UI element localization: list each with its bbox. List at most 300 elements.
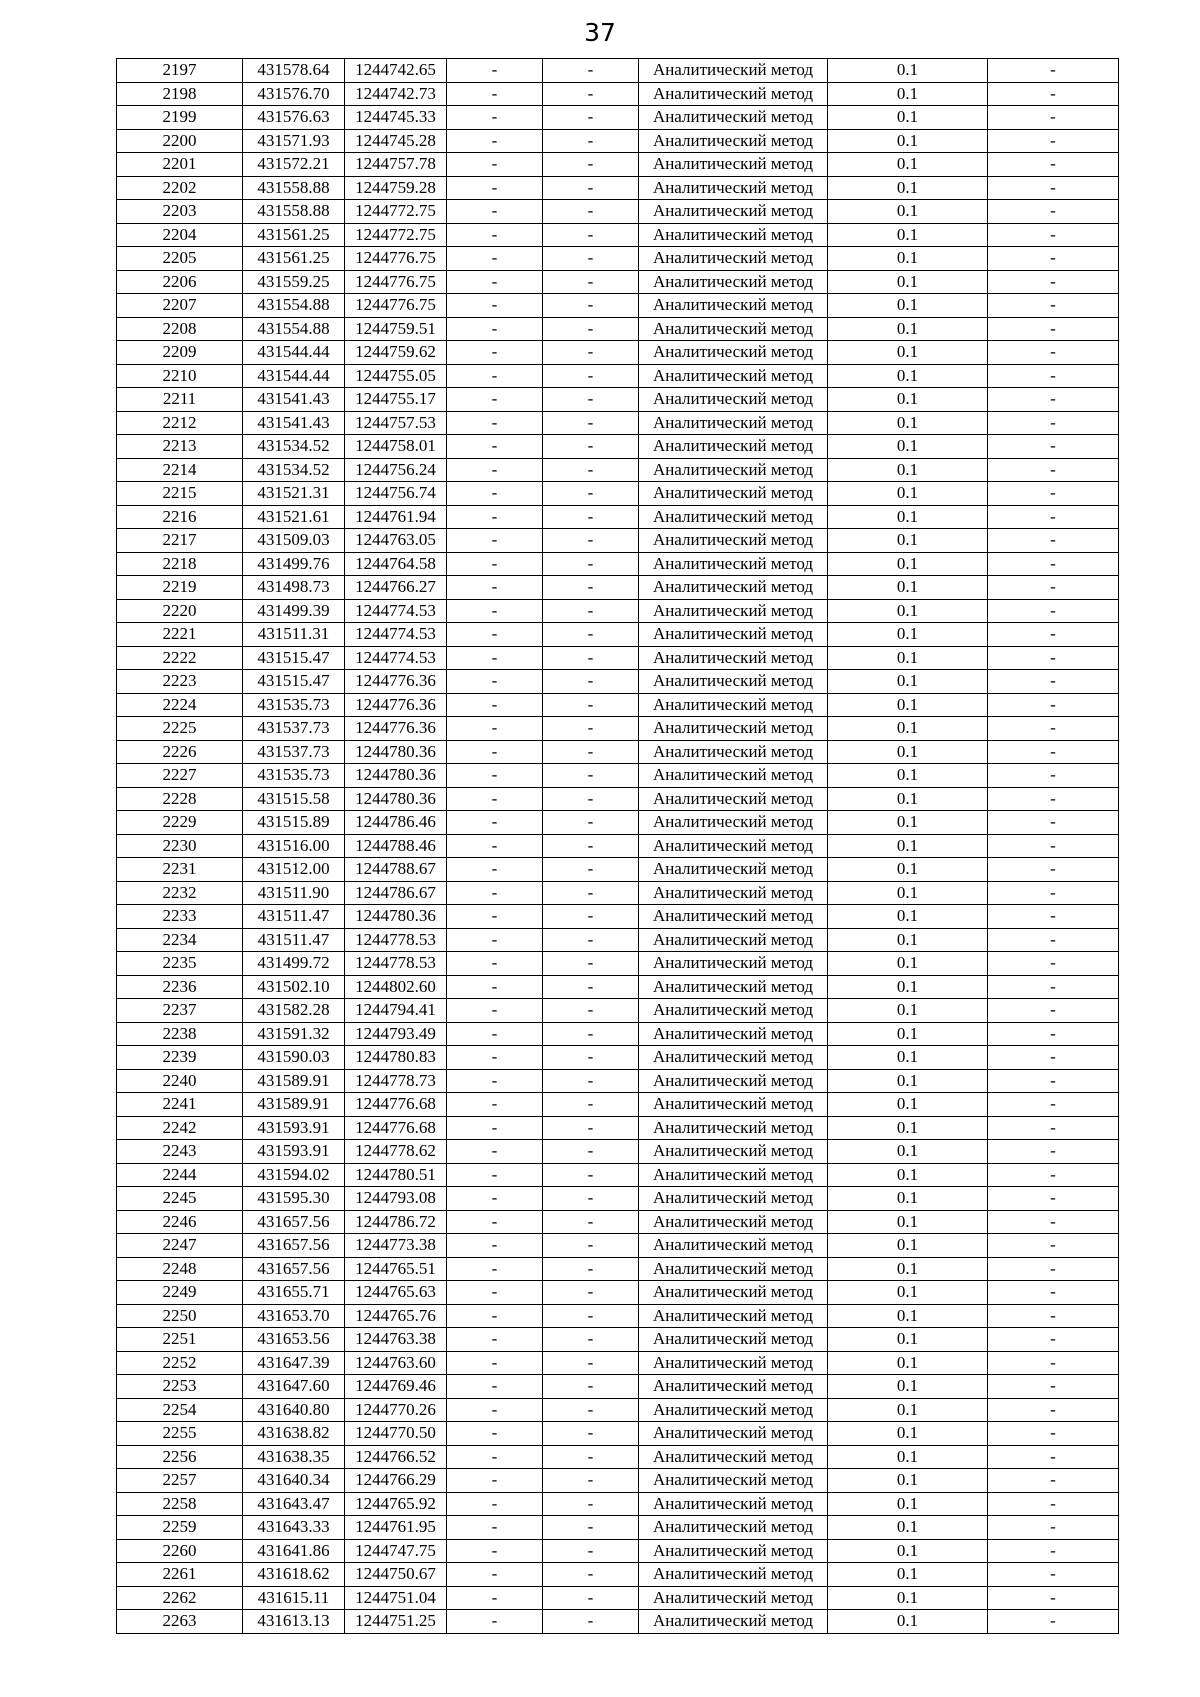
accuracy-cell: 0.1 xyxy=(828,975,988,999)
point-number-cell: 2205 xyxy=(117,247,243,271)
point-number-cell: 2248 xyxy=(117,1257,243,1281)
table-row xyxy=(117,623,1119,647)
old-coord-y-cell: - xyxy=(543,811,639,835)
point-number-cell: 2237 xyxy=(117,999,243,1023)
description-cell: - xyxy=(988,1022,1119,1046)
accuracy-cell: 0.1 xyxy=(828,764,988,788)
method-cell: Аналитический метод xyxy=(639,1469,828,1493)
method-cell: Аналитический метод xyxy=(639,1116,828,1140)
method-cell: Аналитический метод xyxy=(639,1422,828,1446)
coord-x-cell: 431643.33 xyxy=(243,1516,345,1540)
point-number-cell: 2229 xyxy=(117,811,243,835)
table-row xyxy=(117,975,1119,999)
point-number-cell: 2251 xyxy=(117,1328,243,1352)
table-row xyxy=(117,1539,1119,1563)
coord-y-cell: 1244756.74 xyxy=(345,482,447,506)
method-cell: Аналитический метод xyxy=(639,576,828,600)
accuracy-cell: 0.1 xyxy=(828,623,988,647)
description-cell: - xyxy=(988,1210,1119,1234)
coord-x-cell: 431511.47 xyxy=(243,928,345,952)
point-number-cell: 2239 xyxy=(117,1046,243,1070)
accuracy-cell: 0.1 xyxy=(828,82,988,106)
point-number-cell: 2220 xyxy=(117,599,243,623)
point-number-cell: 2204 xyxy=(117,223,243,247)
table-row xyxy=(117,388,1119,412)
coord-y-cell: 1244780.51 xyxy=(345,1163,447,1187)
coord-y-cell: 1244778.62 xyxy=(345,1140,447,1164)
old-coord-y-cell: - xyxy=(543,435,639,459)
coord-x-cell: 431561.25 xyxy=(243,247,345,271)
coord-x-cell: 431653.56 xyxy=(243,1328,345,1352)
coord-y-cell: 1244759.51 xyxy=(345,317,447,341)
old-coord-y-cell: - xyxy=(543,1539,639,1563)
old-coord-y-cell: - xyxy=(543,106,639,130)
table-row xyxy=(117,1234,1119,1258)
old-coord-x-cell: - xyxy=(447,693,543,717)
description-cell: - xyxy=(988,1539,1119,1563)
coord-y-cell: 1244776.68 xyxy=(345,1093,447,1117)
old-coord-y-cell: - xyxy=(543,1516,639,1540)
table-row xyxy=(117,1046,1119,1070)
old-coord-x-cell: - xyxy=(447,811,543,835)
accuracy-cell: 0.1 xyxy=(828,1328,988,1352)
method-cell: Аналитический метод xyxy=(639,1257,828,1281)
old-coord-y-cell: - xyxy=(543,928,639,952)
coord-y-cell: 1244776.36 xyxy=(345,717,447,741)
description-cell: - xyxy=(988,646,1119,670)
old-coord-y-cell: - xyxy=(543,834,639,858)
table-row xyxy=(117,1516,1119,1540)
old-coord-x-cell: - xyxy=(447,787,543,811)
description-cell: - xyxy=(988,458,1119,482)
point-number-cell: 2254 xyxy=(117,1398,243,1422)
coord-x-cell: 431647.39 xyxy=(243,1351,345,1375)
point-number-cell: 2234 xyxy=(117,928,243,952)
coord-x-cell: 431571.93 xyxy=(243,129,345,153)
accuracy-cell: 0.1 xyxy=(828,482,988,506)
coord-y-cell: 1244776.75 xyxy=(345,247,447,271)
old-coord-x-cell: - xyxy=(447,1492,543,1516)
point-number-cell: 2231 xyxy=(117,858,243,882)
old-coord-y-cell: - xyxy=(543,388,639,412)
description-cell: - xyxy=(988,1422,1119,1446)
coord-x-cell: 431515.47 xyxy=(243,670,345,694)
point-number-cell: 2233 xyxy=(117,905,243,929)
coord-x-cell: 431499.76 xyxy=(243,552,345,576)
old-coord-x-cell: - xyxy=(447,576,543,600)
method-cell: Аналитический метод xyxy=(639,1492,828,1516)
method-cell: Аналитический метод xyxy=(639,1234,828,1258)
coord-x-cell: 431657.56 xyxy=(243,1210,345,1234)
accuracy-cell: 0.1 xyxy=(828,1422,988,1446)
old-coord-x-cell: - xyxy=(447,646,543,670)
old-coord-x-cell: - xyxy=(447,670,543,694)
method-cell: Аналитический метод xyxy=(639,599,828,623)
table-row xyxy=(117,294,1119,318)
table-row xyxy=(117,247,1119,271)
point-number-cell: 2228 xyxy=(117,787,243,811)
method-cell: Аналитический метод xyxy=(639,223,828,247)
table-row xyxy=(117,364,1119,388)
table-row xyxy=(117,999,1119,1023)
old-coord-y-cell: - xyxy=(543,1116,639,1140)
old-coord-x-cell: - xyxy=(447,176,543,200)
point-number-cell: 2257 xyxy=(117,1469,243,1493)
coord-y-cell: 1244793.49 xyxy=(345,1022,447,1046)
coord-x-cell: 431554.88 xyxy=(243,317,345,341)
coord-x-cell: 431541.43 xyxy=(243,388,345,412)
accuracy-cell: 0.1 xyxy=(828,740,988,764)
coord-y-cell: 1244764.58 xyxy=(345,552,447,576)
description-cell: - xyxy=(988,341,1119,365)
old-coord-y-cell: - xyxy=(543,1375,639,1399)
old-coord-y-cell: - xyxy=(543,1445,639,1469)
coord-y-cell: 1244758.01 xyxy=(345,435,447,459)
coord-x-cell: 431641.86 xyxy=(243,1539,345,1563)
old-coord-x-cell: - xyxy=(447,1093,543,1117)
old-coord-y-cell: - xyxy=(543,341,639,365)
old-coord-x-cell: - xyxy=(447,599,543,623)
coord-x-cell: 431558.88 xyxy=(243,200,345,224)
accuracy-cell: 0.1 xyxy=(828,270,988,294)
description-cell: - xyxy=(988,1328,1119,1352)
point-number-cell: 2260 xyxy=(117,1539,243,1563)
coord-y-cell: 1244780.36 xyxy=(345,740,447,764)
coord-y-cell: 1244780.36 xyxy=(345,787,447,811)
coord-x-cell: 431655.71 xyxy=(243,1281,345,1305)
description-cell: - xyxy=(988,200,1119,224)
method-cell: Аналитический метод xyxy=(639,928,828,952)
method-cell: Аналитический метод xyxy=(639,247,828,271)
table-row xyxy=(117,1610,1119,1634)
method-cell: Аналитический метод xyxy=(639,82,828,106)
old-coord-x-cell: - xyxy=(447,529,543,553)
accuracy-cell: 0.1 xyxy=(828,717,988,741)
point-number-cell: 2246 xyxy=(117,1210,243,1234)
coord-x-cell: 431515.89 xyxy=(243,811,345,835)
old-coord-x-cell: - xyxy=(447,388,543,412)
accuracy-cell: 0.1 xyxy=(828,1187,988,1211)
method-cell: Аналитический метод xyxy=(639,317,828,341)
table-row xyxy=(117,482,1119,506)
coord-y-cell: 1244780.36 xyxy=(345,905,447,929)
table-row xyxy=(117,1163,1119,1187)
accuracy-cell: 0.1 xyxy=(828,294,988,318)
method-cell: Аналитический метод xyxy=(639,787,828,811)
accuracy-cell: 0.1 xyxy=(828,529,988,553)
point-number-cell: 2249 xyxy=(117,1281,243,1305)
old-coord-x-cell: - xyxy=(447,458,543,482)
old-coord-y-cell: - xyxy=(543,1422,639,1446)
coord-y-cell: 1244761.94 xyxy=(345,505,447,529)
accuracy-cell: 0.1 xyxy=(828,1304,988,1328)
point-number-cell: 2197 xyxy=(117,59,243,83)
table-row xyxy=(117,505,1119,529)
method-cell: Аналитический метод xyxy=(639,388,828,412)
method-cell: Аналитический метод xyxy=(639,952,828,976)
old-coord-x-cell: - xyxy=(447,1516,543,1540)
accuracy-cell: 0.1 xyxy=(828,834,988,858)
method-cell: Аналитический метод xyxy=(639,670,828,694)
method-cell: Аналитический метод xyxy=(639,858,828,882)
coord-x-cell: 431593.91 xyxy=(243,1116,345,1140)
coord-y-cell: 1244778.53 xyxy=(345,952,447,976)
method-cell: Аналитический метод xyxy=(639,623,828,647)
coord-x-cell: 431647.60 xyxy=(243,1375,345,1399)
old-coord-y-cell: - xyxy=(543,317,639,341)
method-cell: Аналитический метод xyxy=(639,294,828,318)
old-coord-x-cell: - xyxy=(447,952,543,976)
description-cell: - xyxy=(988,928,1119,952)
description-cell: - xyxy=(988,106,1119,130)
old-coord-x-cell: - xyxy=(447,552,543,576)
method-cell: Аналитический метод xyxy=(639,106,828,130)
description-cell: - xyxy=(988,1046,1119,1070)
accuracy-cell: 0.1 xyxy=(828,881,988,905)
description-cell: - xyxy=(988,505,1119,529)
accuracy-cell: 0.1 xyxy=(828,505,988,529)
accuracy-cell: 0.1 xyxy=(828,1257,988,1281)
old-coord-x-cell: - xyxy=(447,247,543,271)
old-coord-x-cell: - xyxy=(447,999,543,1023)
coord-y-cell: 1244780.83 xyxy=(345,1046,447,1070)
coord-y-cell: 1244751.25 xyxy=(345,1610,447,1634)
table-row xyxy=(117,928,1119,952)
accuracy-cell: 0.1 xyxy=(828,1563,988,1587)
accuracy-cell: 0.1 xyxy=(828,435,988,459)
description-cell: - xyxy=(988,482,1119,506)
accuracy-cell: 0.1 xyxy=(828,1046,988,1070)
table-row xyxy=(117,952,1119,976)
accuracy-cell: 0.1 xyxy=(828,1351,988,1375)
point-number-cell: 2262 xyxy=(117,1586,243,1610)
point-number-cell: 2222 xyxy=(117,646,243,670)
old-coord-y-cell: - xyxy=(543,482,639,506)
description-cell: - xyxy=(988,1586,1119,1610)
old-coord-x-cell: - xyxy=(447,82,543,106)
description-cell: - xyxy=(988,975,1119,999)
old-coord-x-cell: - xyxy=(447,364,543,388)
coord-x-cell: 431638.35 xyxy=(243,1445,345,1469)
coord-y-cell: 1244757.78 xyxy=(345,153,447,177)
point-number-cell: 2252 xyxy=(117,1351,243,1375)
method-cell: Аналитический метод xyxy=(639,1351,828,1375)
coord-x-cell: 431595.30 xyxy=(243,1187,345,1211)
method-cell: Аналитический метод xyxy=(639,834,828,858)
old-coord-x-cell: - xyxy=(447,1563,543,1587)
old-coord-x-cell: - xyxy=(447,1281,543,1305)
description-cell: - xyxy=(988,388,1119,412)
coord-y-cell: 1244755.17 xyxy=(345,388,447,412)
point-number-cell: 2208 xyxy=(117,317,243,341)
old-coord-x-cell: - xyxy=(447,1469,543,1493)
old-coord-x-cell: - xyxy=(447,106,543,130)
coord-y-cell: 1244766.27 xyxy=(345,576,447,600)
accuracy-cell: 0.1 xyxy=(828,317,988,341)
old-coord-y-cell: - xyxy=(543,905,639,929)
point-number-cell: 2217 xyxy=(117,529,243,553)
point-number-cell: 2230 xyxy=(117,834,243,858)
method-cell: Аналитический метод xyxy=(639,999,828,1023)
old-coord-x-cell: - xyxy=(447,1257,543,1281)
description-cell: - xyxy=(988,787,1119,811)
method-cell: Аналитический метод xyxy=(639,881,828,905)
coord-x-cell: 431515.58 xyxy=(243,787,345,811)
old-coord-y-cell: - xyxy=(543,505,639,529)
coordinates-table xyxy=(116,58,1119,1634)
coord-y-cell: 1244755.05 xyxy=(345,364,447,388)
point-number-cell: 2250 xyxy=(117,1304,243,1328)
accuracy-cell: 0.1 xyxy=(828,693,988,717)
old-coord-y-cell: - xyxy=(543,1234,639,1258)
accuracy-cell: 0.1 xyxy=(828,552,988,576)
method-cell: Аналитический метод xyxy=(639,1093,828,1117)
accuracy-cell: 0.1 xyxy=(828,1375,988,1399)
method-cell: Аналитический метод xyxy=(639,1046,828,1070)
coord-x-cell: 431561.25 xyxy=(243,223,345,247)
description-cell: - xyxy=(988,1492,1119,1516)
coord-y-cell: 1244765.92 xyxy=(345,1492,447,1516)
old-coord-y-cell: - xyxy=(543,1093,639,1117)
coord-y-cell: 1244772.75 xyxy=(345,200,447,224)
old-coord-x-cell: - xyxy=(447,317,543,341)
old-coord-x-cell: - xyxy=(447,1069,543,1093)
description-cell: - xyxy=(988,1375,1119,1399)
point-number-cell: 2216 xyxy=(117,505,243,529)
table-row xyxy=(117,59,1119,83)
description-cell: - xyxy=(988,1304,1119,1328)
description-cell: - xyxy=(988,1563,1119,1587)
table-row xyxy=(117,200,1119,224)
method-cell: Аналитический метод xyxy=(639,435,828,459)
description-cell: - xyxy=(988,1257,1119,1281)
table-row xyxy=(117,1563,1119,1587)
point-number-cell: 2207 xyxy=(117,294,243,318)
coord-x-cell: 431554.88 xyxy=(243,294,345,318)
description-cell: - xyxy=(988,881,1119,905)
point-number-cell: 2224 xyxy=(117,693,243,717)
method-cell: Аналитический метод xyxy=(639,717,828,741)
accuracy-cell: 0.1 xyxy=(828,1445,988,1469)
coord-y-cell: 1244742.73 xyxy=(345,82,447,106)
coord-y-cell: 1244766.29 xyxy=(345,1469,447,1493)
accuracy-cell: 0.1 xyxy=(828,1516,988,1540)
coord-y-cell: 1244786.46 xyxy=(345,811,447,835)
method-cell: Аналитический метод xyxy=(639,505,828,529)
coord-y-cell: 1244780.36 xyxy=(345,764,447,788)
old-coord-y-cell: - xyxy=(543,1163,639,1187)
point-number-cell: 2241 xyxy=(117,1093,243,1117)
table-row xyxy=(117,1210,1119,1234)
accuracy-cell: 0.1 xyxy=(828,928,988,952)
table-row xyxy=(117,1469,1119,1493)
old-coord-x-cell: - xyxy=(447,1610,543,1634)
coord-y-cell: 1244751.04 xyxy=(345,1586,447,1610)
table-row xyxy=(117,529,1119,553)
method-cell: Аналитический метод xyxy=(639,1022,828,1046)
coord-y-cell: 1244773.38 xyxy=(345,1234,447,1258)
table-row xyxy=(117,153,1119,177)
coord-x-cell: 431499.72 xyxy=(243,952,345,976)
description-cell: - xyxy=(988,270,1119,294)
description-cell: - xyxy=(988,82,1119,106)
table-row xyxy=(117,1422,1119,1446)
accuracy-cell: 0.1 xyxy=(828,646,988,670)
coord-x-cell: 431544.44 xyxy=(243,341,345,365)
coord-x-cell: 431615.11 xyxy=(243,1586,345,1610)
accuracy-cell: 0.1 xyxy=(828,364,988,388)
method-cell: Аналитический метод xyxy=(639,482,828,506)
old-coord-x-cell: - xyxy=(447,1422,543,1446)
coord-x-cell: 431498.73 xyxy=(243,576,345,600)
method-cell: Аналитический метод xyxy=(639,1281,828,1305)
table-row xyxy=(117,693,1119,717)
point-number-cell: 2261 xyxy=(117,1563,243,1587)
description-cell: - xyxy=(988,1445,1119,1469)
coord-y-cell: 1244761.95 xyxy=(345,1516,447,1540)
point-number-cell: 2221 xyxy=(117,623,243,647)
old-coord-y-cell: - xyxy=(543,670,639,694)
old-coord-x-cell: - xyxy=(447,200,543,224)
point-number-cell: 2203 xyxy=(117,200,243,224)
coord-y-cell: 1244778.73 xyxy=(345,1069,447,1093)
table-row xyxy=(117,1375,1119,1399)
point-number-cell: 2242 xyxy=(117,1116,243,1140)
old-coord-x-cell: - xyxy=(447,1351,543,1375)
table-row xyxy=(117,576,1119,600)
table-row xyxy=(117,341,1119,365)
old-coord-x-cell: - xyxy=(447,1116,543,1140)
method-cell: Аналитический метод xyxy=(639,1586,828,1610)
coord-x-cell: 431657.56 xyxy=(243,1234,345,1258)
point-number-cell: 2243 xyxy=(117,1140,243,1164)
accuracy-cell: 0.1 xyxy=(828,1140,988,1164)
coord-y-cell: 1244765.76 xyxy=(345,1304,447,1328)
old-coord-y-cell: - xyxy=(543,59,639,83)
description-cell: - xyxy=(988,576,1119,600)
old-coord-x-cell: - xyxy=(447,1586,543,1610)
table-row xyxy=(117,646,1119,670)
description-cell: - xyxy=(988,1140,1119,1164)
point-number-cell: 2212 xyxy=(117,411,243,435)
coord-y-cell: 1244742.65 xyxy=(345,59,447,83)
table-row xyxy=(117,552,1119,576)
table-row xyxy=(117,834,1119,858)
old-coord-x-cell: - xyxy=(447,294,543,318)
old-coord-y-cell: - xyxy=(543,1210,639,1234)
method-cell: Аналитический метод xyxy=(639,411,828,435)
old-coord-x-cell: - xyxy=(447,270,543,294)
accuracy-cell: 0.1 xyxy=(828,388,988,412)
table-row xyxy=(117,1093,1119,1117)
coord-x-cell: 431559.25 xyxy=(243,270,345,294)
accuracy-cell: 0.1 xyxy=(828,905,988,929)
coord-y-cell: 1244759.62 xyxy=(345,341,447,365)
table-row xyxy=(117,106,1119,130)
coord-y-cell: 1244776.75 xyxy=(345,294,447,318)
coord-y-cell: 1244770.26 xyxy=(345,1398,447,1422)
old-coord-x-cell: - xyxy=(447,905,543,929)
table-row xyxy=(117,1022,1119,1046)
description-cell: - xyxy=(988,552,1119,576)
method-cell: Аналитический метод xyxy=(639,341,828,365)
old-coord-x-cell: - xyxy=(447,1234,543,1258)
coord-y-cell: 1244747.75 xyxy=(345,1539,447,1563)
old-coord-y-cell: - xyxy=(543,411,639,435)
accuracy-cell: 0.1 xyxy=(828,1539,988,1563)
table-row xyxy=(117,1586,1119,1610)
accuracy-cell: 0.1 xyxy=(828,176,988,200)
